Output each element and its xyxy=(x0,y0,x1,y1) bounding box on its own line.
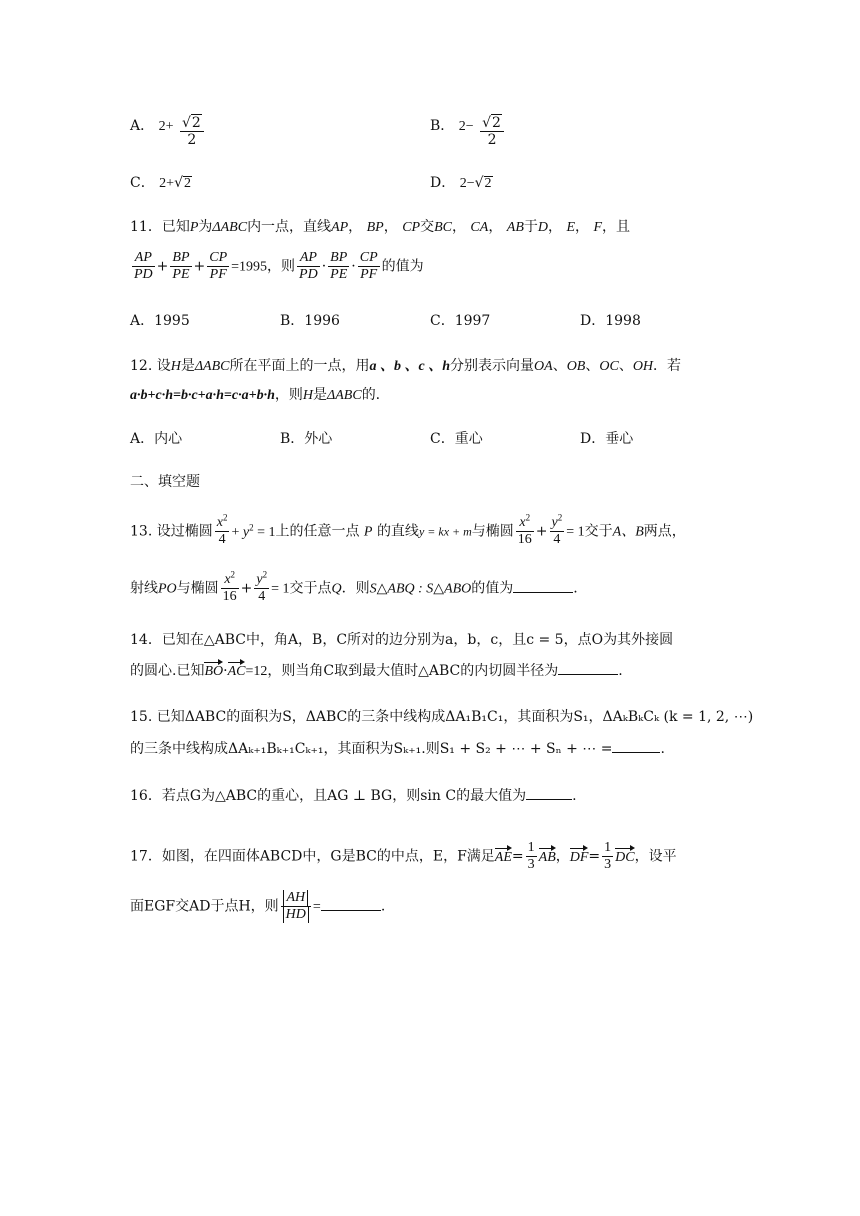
q10-option-c: C． 2+√2 xyxy=(130,175,191,191)
q12-sep: 、 xyxy=(618,358,633,374)
q13-text: 的直线 xyxy=(376,523,419,540)
q11-fraction-cp-pf: $\frac{CP}{PF}$ xyxy=(209,250,228,283)
q12-triangle: ΔABC xyxy=(327,388,362,403)
q13-text: 的值为 xyxy=(471,580,514,597)
q11-dot: · xyxy=(321,258,327,275)
q13-text: 射线 xyxy=(130,580,158,597)
q10-option-b-int: 2 xyxy=(458,119,466,135)
q13-po: PO xyxy=(158,581,177,597)
q10-option-c-radicand: 2 xyxy=(184,176,191,191)
q12-h: H xyxy=(170,359,181,374)
q12-option-c: C．重心 xyxy=(430,431,483,447)
q11-text: ，且 xyxy=(602,219,631,235)
q14-line-1: 14．已知在△ABC中，角A，B，C所对的边分别为a，b，c，且c = 5，点O为其外接圆 xyxy=(130,632,674,648)
q14-text: ，则当角C取到最大值时△ABC的内切圆半径为 xyxy=(267,663,559,679)
q11-line-1 xyxy=(130,220,630,235)
q13-line-2: 射线PO与椭圆 $\frac{x^2}{16}$ + $\frac{y^2}{4}$ = 1交于点Q．则S△ABQ : S△ABO的值为 . xyxy=(130,569,578,605)
q11-comma: ， xyxy=(348,219,363,235)
q11-option-d: D．1998 xyxy=(580,313,641,329)
q13-text: 交于 xyxy=(584,523,613,540)
q13-ellipse-3-y-term: $\frac{y^2}{4}$ xyxy=(256,569,268,605)
q16-text: 16．若点G为△ABC的重心，且AG ⊥ BG，则sin C的最大值为 xyxy=(130,788,527,804)
q13-end: . xyxy=(573,580,578,597)
q11-comma: ， xyxy=(575,219,590,235)
q13-ellipse-1-x-term: $\frac{x^2}{4}$ xyxy=(216,512,228,548)
q10-option-c-expr: 2+ xyxy=(159,176,175,191)
q12-vectors: a 、b 、c 、h xyxy=(369,359,451,374)
q17-eq: = xyxy=(312,899,321,915)
q12-option-a: A．内心 xyxy=(130,431,183,447)
q11-prod-fraction-3: $\frac{CP}{PF}$ xyxy=(359,250,378,283)
q10-option-b xyxy=(430,114,506,148)
q11-point-p: P xyxy=(189,220,199,235)
q12-text: 是 xyxy=(180,358,195,374)
q13-q: Q xyxy=(331,581,342,597)
q15-line-1: 15. 已知ΔABC的面积为S，ΔABC的三条中线构成ΔA₁B₁C₁，其面积为S₁，ΔAₖBₖCₖ (k = 1, 2, ⋯) xyxy=(130,709,754,725)
q11-comma: ， xyxy=(451,219,466,235)
q12-text: 是 xyxy=(313,387,328,403)
q11-fraction-ap-pd: $\frac{AP}{PD}$ xyxy=(134,250,153,283)
q12-text: 的. xyxy=(361,387,381,403)
q17-vector-ab: AB xyxy=(539,847,556,865)
q11-cp: CP xyxy=(402,220,421,235)
q10-option-a-denominator: 2 xyxy=(180,131,204,148)
q11-text: 的值为 xyxy=(381,258,424,275)
q12-oc: OC xyxy=(599,359,619,374)
q11-bp: BP xyxy=(366,220,384,235)
q11-text: ，则 xyxy=(267,258,296,275)
q15-text: 的三条中线构成ΔAₖ₊₁Bₖ₊₁Cₖ₊₁，其面积为Sₖ₊₁.则S₁ + S₂ + ⋯ + Sₙ + ⋯ = xyxy=(130,741,613,757)
q12-text: ．若 xyxy=(653,358,682,374)
q13-line-equation: y = kx + m xyxy=(418,524,472,539)
q17-abs-hd: HD xyxy=(283,907,309,923)
q13-text: 与椭圆 xyxy=(176,580,219,597)
q17-line-2 xyxy=(130,890,385,923)
q12-equation: a·b+c·h=b·c+a·h=c·a+b·h xyxy=(130,388,275,403)
q11-d: D xyxy=(537,220,548,235)
q13-text: 与椭圆 xyxy=(471,523,514,540)
section-heading: 二、填空题 xyxy=(130,474,200,490)
q12-oa: OA xyxy=(534,359,553,374)
q12-text: 所在平面上的一点，用 xyxy=(229,358,370,374)
q12-triangle: ΔABC xyxy=(194,359,230,374)
q11-intro: 11．已知 xyxy=(130,219,190,235)
q14-end: . xyxy=(618,663,623,679)
q17-line-1: 17．如图，在四面体ABCD中，G是BC的中点，E，F满足AE= $\frac{1}{3}$ AB，DF= $\frac{1}{3}$ DC，设平 xyxy=(130,840,677,873)
q13-answer-blank xyxy=(513,592,573,593)
q10-option-a-label: A． xyxy=(130,118,155,135)
q11-prod-fraction-1: $\frac{AP}{PD}$ xyxy=(299,250,318,283)
q14-vector-ac: AC xyxy=(228,661,246,679)
q14-text: 的圆心.已知 xyxy=(130,663,205,679)
q12-oh: OH xyxy=(632,359,654,374)
q17-abs-ah: AH xyxy=(283,890,308,906)
q12-text: 分别表示向量 xyxy=(450,358,535,374)
q17-fraction-2: $\frac{1}{3}$ xyxy=(604,840,612,873)
q11-triangle: ΔABC xyxy=(212,220,248,235)
q11-prod-fraction-2: $\frac{BP}{PE}$ xyxy=(330,250,348,283)
q10-option-a xyxy=(130,114,206,148)
q10-option-a-int: 2 xyxy=(158,119,166,135)
q16-line xyxy=(130,789,577,803)
q13-text: 两点， xyxy=(643,523,686,540)
q17-text: ，设平 xyxy=(634,848,677,865)
q10-option-a-fraction: $\frac{√2}{2}$ xyxy=(180,114,204,148)
q11-comma: ， xyxy=(383,219,398,235)
q13-text: 交于点 xyxy=(289,580,332,597)
q15-answer-blank xyxy=(612,752,660,753)
q11-line-2: $\frac{AP}{PD}$ + $\frac{BP}{PE}$ + $\frac{CP}{PF}$ =1995，则 $\frac{AP}{PD}$ · $\frac{BP}{PE}$ · $\frac{CP}{PF}$ 的值为 xyxy=(134,250,424,283)
q11-text: 内一点，直线 xyxy=(247,219,332,235)
q17-ratio-fraction xyxy=(281,890,311,923)
q11-comma: ， xyxy=(548,219,562,235)
q11-bc: BC xyxy=(434,220,452,235)
q13-ellipse-3-x-term: $\frac{x^2}{16}$ xyxy=(222,569,237,605)
q11-e: E xyxy=(566,220,576,235)
q17-vector-ae: AE xyxy=(495,847,512,865)
q13-ellipse-1-rest: + $y^2 = 1$ xyxy=(231,521,276,540)
q11-text: 交 xyxy=(420,219,435,235)
q11-sum-value: =1995 xyxy=(231,259,268,275)
q11-option-a: A．1995 xyxy=(130,313,190,329)
q17-end: . xyxy=(380,898,386,915)
q11-ab: AB xyxy=(506,220,524,235)
q13-ellipse-2-y-term: $\frac{y^2}{4}$ xyxy=(551,512,563,548)
q12-sep: 、 xyxy=(552,358,567,374)
q13-p: P xyxy=(363,524,373,540)
q10-option-d-radicand: 2 xyxy=(484,176,492,191)
q10-option-b-radicand: 2 xyxy=(492,115,501,131)
q10-option-a-op: + xyxy=(165,119,174,135)
q11-ap: AP xyxy=(331,220,349,235)
q12-text: ，则 xyxy=(274,387,303,403)
q17-comma: ， xyxy=(555,848,570,865)
q14-line-2: 的圆心.已知BO·AC=12，则当角C取到最大值时△ABC的内切圆半径为 . xyxy=(130,663,623,679)
q12-line-2 xyxy=(130,388,380,403)
q12-option-d: D．垂心 xyxy=(580,431,634,447)
q10-option-d-expr: 2− xyxy=(459,176,475,191)
q12-h: H xyxy=(302,388,314,403)
q17-answer-blank xyxy=(321,910,381,911)
q10-option-b-fraction: $\frac{√2}{2}$ xyxy=(480,114,504,148)
q17-text: 面EGF交AD于点H，则 xyxy=(130,898,279,915)
q11-text: 为 xyxy=(198,219,213,235)
q14-dot-value: =12 xyxy=(245,664,268,679)
q12-line-1 xyxy=(130,359,681,374)
q11-ca: CA xyxy=(470,220,489,235)
q10-option-b-op: − xyxy=(465,119,474,135)
q11-text: 于 xyxy=(523,219,538,235)
q11-comma: ， xyxy=(488,219,503,235)
q10-option-b-denominator: 2 xyxy=(480,131,504,148)
q16-answer-blank xyxy=(526,799,572,800)
q13-text: 上的任意一点 xyxy=(275,523,360,540)
q11-fraction-bp-pe: $\frac{BP}{PE}$ xyxy=(172,250,190,283)
q17-vector-df: DF xyxy=(570,847,589,865)
q17-fraction-1: $\frac{1}{3}$ xyxy=(527,840,535,873)
q11-option-c: C．1997 xyxy=(430,313,491,329)
q17-vector-dc: DC xyxy=(615,847,634,865)
q10-option-d: D． 2−√2 xyxy=(430,175,492,191)
q15-line-2 xyxy=(130,742,665,756)
q10-option-d-label: D． xyxy=(430,175,456,191)
q13-intro: 13. 设过椭圆 xyxy=(130,523,213,540)
q14-vector-bo: BO xyxy=(204,661,223,679)
q10-option-c-label: C． xyxy=(130,175,155,191)
q14-answer-blank xyxy=(558,674,618,675)
q12-ob: OB xyxy=(566,359,586,374)
q11-option-b: B．1996 xyxy=(280,313,340,329)
q11-f: F xyxy=(593,220,603,235)
q13-area-ratio: S△ABQ : S△ABO xyxy=(369,581,472,597)
q12-sep: 、 xyxy=(585,358,600,374)
q12-option-b: B．外心 xyxy=(280,431,333,447)
q17-text: 17．如图，在四面体ABCD中，G是BC的中点，E，F满足 xyxy=(130,848,495,865)
q10-option-a-radicand: 2 xyxy=(191,115,201,131)
q11-dot: · xyxy=(351,258,356,275)
q12-intro: 12. 设 xyxy=(130,358,171,374)
q15-end: . xyxy=(660,741,665,757)
q13-line-1: 13. 设过椭圆 $\frac{x^2}{4}$ + $y^2 = 1$上的任意一点 P 的直线y = kx + m与椭圆 $\frac{x^2}{16}$ + $\frac{y^2}{4}$ = 1交于A、B两点， xyxy=(130,512,686,548)
q13-ab: A、B xyxy=(612,524,644,540)
q10-option-b-label: B． xyxy=(430,118,455,135)
q13-ellipse-2-x-term: $\frac{x^2}{16}$ xyxy=(517,512,532,548)
q16-end: . xyxy=(572,788,577,804)
q13-text: ．则 xyxy=(341,580,370,597)
